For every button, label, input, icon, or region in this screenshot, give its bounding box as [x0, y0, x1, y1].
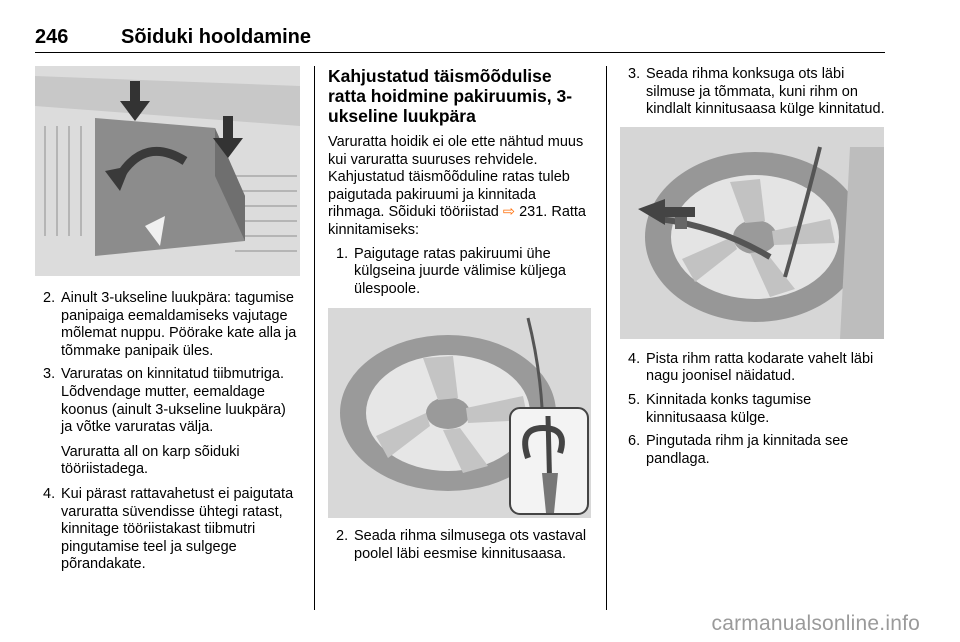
list-item: 1. Paigutage ratas pakiruumi ühe külgseina juurde välimise küljega ülespoole.: [336, 245, 566, 297]
column-divider-1: [314, 66, 315, 610]
figure-wheel-strap: [620, 127, 884, 339]
steps-list-col1: [35, 290, 300, 437]
column-divider-2: [606, 66, 607, 610]
list-item: 3. Seada rihma konksuga ots läbi silmuse ja tõmmata, kuni rihm on kindlalt kinnitusaasa külge kinnitatud.: [628, 66, 885, 118]
list-item: 5. Kinnitada konks tagumise kinnitusaasa külge.: [628, 391, 812, 426]
chapter-title: Sõiduki hooldamine: [121, 26, 312, 48]
list-item: 2. Ainult 3-ukseline luukpära: tagumise panipaiga eemaldamiseks vajutage mõlemat nuppu. Pöörake kate alla ja tõmmake panipaik üles.: [43, 290, 297, 359]
page-header: [35, 24, 885, 53]
list-item: 4. Kui pärast rattavahetust ei paigutata varuratta süvendisse ühtegi ratast, kinnitage tööriistakast tiibmutri pingutamise teel ja sulgege põrandakate.: [43, 485, 294, 573]
section-heading: Kahjustatud täismõõdulise ratta hoidmine pakiruumis, 3-ukseline luukpära: [328, 66, 573, 126]
column-1: [35, 66, 300, 574]
storage-compartment-illustration: [35, 66, 300, 276]
list-item: 4. Pista rihm ratta kodarate vahelt läbi nagu joonisel näidatud.: [628, 350, 874, 385]
note-tools-box: Varuratta all on karp sõiduki tööriistadega.: [61, 443, 240, 478]
column-3: [620, 66, 885, 468]
reference-arrow-icon: ⇨: [502, 204, 516, 221]
figure-storage-compartment: [35, 66, 300, 276]
intro-paragraph: Varuratta hoidik ei ole ette nähtud muus kui varuratta suuruses rehvidele. Kahjustatud täismõõduline ratas tuleb paigutada pakiruumi ja kinnitada rihmaga. Sõiduki tööriistad ⇨ 231. Ratta kinnitamiseks:: [328, 134, 587, 238]
wheel-strap-through-spokes-illustration: [620, 127, 884, 339]
steps-list-col2: [328, 246, 593, 299]
steps-list-col3: [620, 66, 885, 119]
figure-wheel-loop: [328, 308, 591, 518]
page-reference: 231. Ratta kinnitamiseks:: [328, 204, 587, 238]
page-number: 246: [35, 26, 69, 48]
steps-list-col1b: [35, 486, 300, 574]
watermark: carmanualsonline.info: [711, 612, 920, 635]
steps-list-col3b: [620, 351, 885, 469]
steps-list-col2b: [328, 528, 593, 563]
list-item: 3. Varuratas on kinnitatud tiibmutriga. Lõdvendage mutter, eemaldage koonus (ainult 3-ukseline luukpära) ja võtke varuratas välja.: [43, 366, 286, 436]
list-item: 2. Seada rihma silmusega ots vastaval poolel läbi eesmise kinnitusaasa.: [336, 528, 587, 562]
column-2: [328, 66, 593, 564]
list-item: 6. Pingutada rihm ja kinnitada see pandlaga.: [628, 433, 849, 467]
wheel-strap-illustration: [328, 308, 591, 518]
